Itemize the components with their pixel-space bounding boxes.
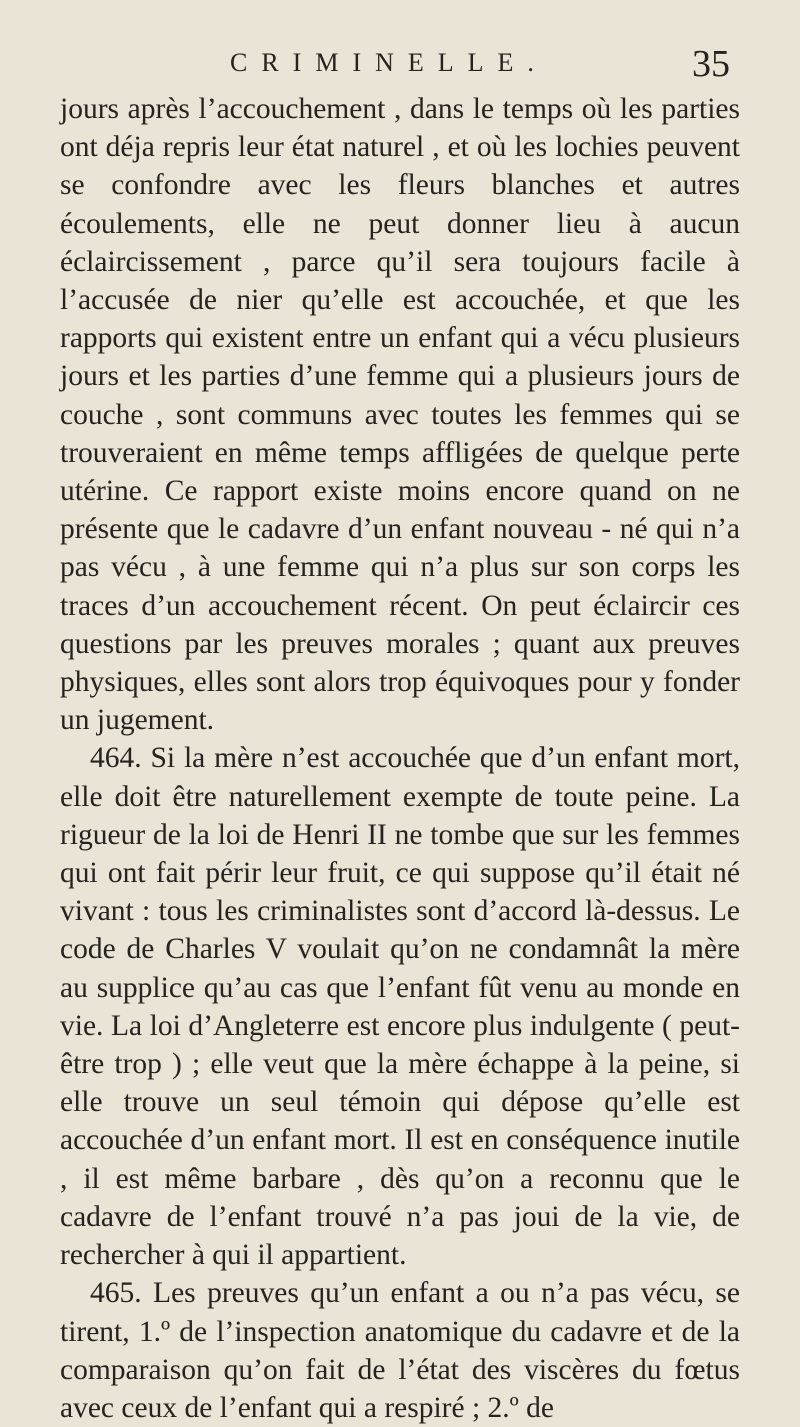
page-number: 35 [692,43,730,85]
body-text [60,90,740,1427]
page-header [0,43,800,94]
paragraph-465: 465. Les preuves qu’un enfant a ou n’a pas vécu, se tirent, 1.º de l’inspection anatomique du cadavre et de la comparaison qu’on fait de l’état des viscères du fœtus avec ceux de l’enfant qui a respiré ; 2.º de [60,1277,740,1424]
running-title: CRIMINELLE. [230,48,548,77]
paragraph-464: 464. Si la mère n’est accouchée que d’un enfant mort, elle doit être naturellement exempte de toute peine. La rigueur de la loi de Henri II ne tombe que sur les femmes qui ont fait périr leur fruit, ce qui suppose qu’il était né vivant : tous les criminalistes sont d’accord là-dessus. Le code de Charles V voulait qu’on ne condamnât la mère au supplice qu’au cas que l’enfant fût venu au monde en vie. La loi d’Angleterre est encore plus indulgente ( peut-être trop ) ; elle veut que la mère échappe à la peine, si elle trouve un seul témoin qui dépose qu’elle est accouchée d’un enfant mort. Il est en conséquence inutile , il est même barbare , dès qu’on a reconnu que le cadavre de l’enfant trouvé n’a pas joui de la vie, de rechercher à qui il appartient. [60,742,740,1272]
paragraph-continuation: jours après l’accouchement , dans le temps où les parties ont déja repris leur état naturel , et où les lochies peuvent se confondre avec les fleurs blanches et autres écoulements, elle ne peut donner lieu à aucun éclaircissement , parce qu’il sera toujours facile à l’accusée de nier qu’elle est accouchée, et que les rapports qui existent entre un enfant qui a vécu plusieurs jours et les parties d’une femme qui a plusieurs jours de couche , sont communs avec toutes les femmes qui se trouveraient en même temps affligées de quelque perte utérine. Ce rapport existe moins encore quand on ne présente que le cadavre d’un enfant nouveau - né qui n’a pas vécu , à une femme qui n’a plus sur son corps les traces d’un accouchement récent. On peut éclaircir ces questions par les preuves morales ; quant aux preuves physiques, elles sont alors trop équivoques pour y fonder un jugement. [60,93,740,737]
